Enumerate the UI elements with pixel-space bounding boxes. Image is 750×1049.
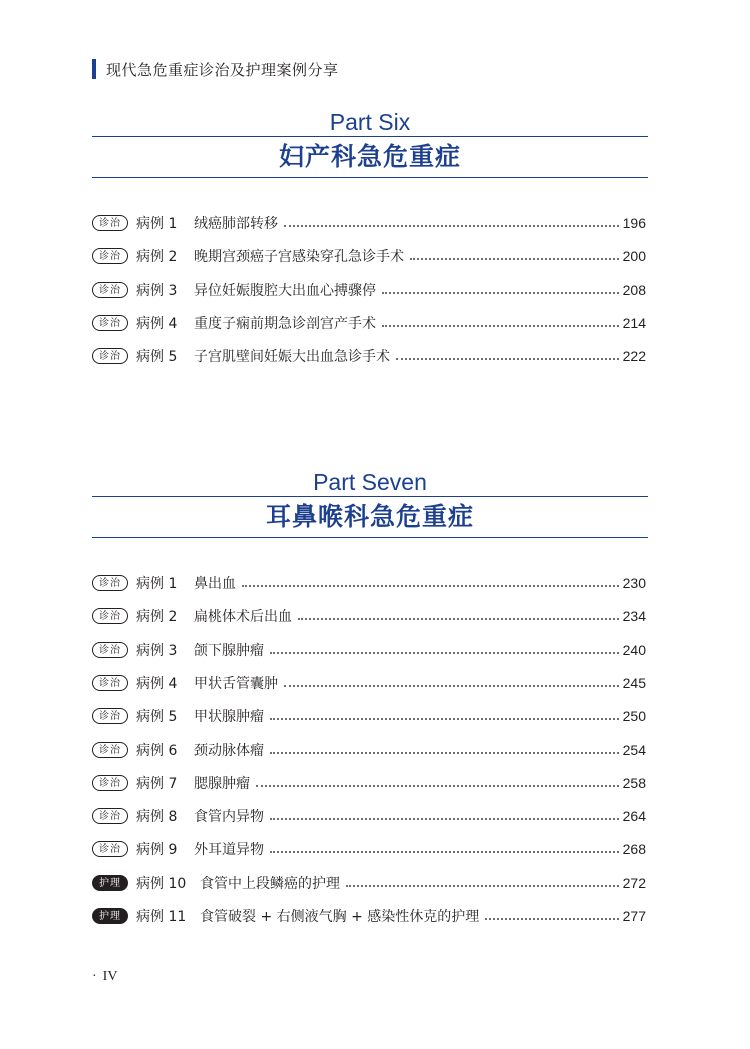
- dot-leader: [485, 918, 618, 920]
- page-number: 277: [622, 908, 646, 924]
- page-number: 234: [622, 608, 646, 625]
- diagnosis-badge: 诊治: [92, 841, 128, 857]
- toc-entry[interactable]: [92, 345, 646, 367]
- page-number: 230: [622, 575, 646, 591]
- dot-leader: [270, 652, 619, 654]
- case-number: 病例 3: [136, 642, 178, 659]
- case-title: 颈动脉体瘤: [194, 742, 264, 759]
- dot-leader: [396, 358, 619, 360]
- header-accent-bar: [92, 59, 96, 79]
- toc-entry[interactable]: [92, 805, 646, 827]
- diagnosis-badge: 诊治: [92, 348, 128, 364]
- case-title: 异位妊娠腹腔大出血心搏骤停: [194, 282, 376, 299]
- running-header: [92, 58, 339, 80]
- toc-entry[interactable]: [92, 838, 646, 860]
- page-number: 258: [622, 774, 646, 791]
- toc-entry[interactable]: [92, 705, 646, 727]
- book-title: 现代急危重症诊治及护理案例分享: [106, 60, 339, 79]
- diagnosis-badge: 诊治: [92, 575, 128, 591]
- toc-entry[interactable]: [92, 672, 646, 694]
- dot-leader: [242, 585, 619, 587]
- nursing-badge: 护理: [92, 875, 128, 891]
- case-title: 扁桃体术后出血: [194, 609, 292, 626]
- case-number: 病例 11: [136, 909, 187, 925]
- dot-leader: [270, 718, 619, 720]
- case-number: 病例 6: [136, 742, 178, 759]
- page-footer: [92, 969, 117, 985]
- page-number: 254: [622, 741, 646, 758]
- part-cn-title: 耳鼻喉科急危重症: [265, 502, 474, 531]
- dot-leader: [382, 325, 619, 327]
- case-number: 病例 10: [136, 875, 187, 892]
- part-en-title: Part Six: [329, 109, 411, 135]
- case-number: 病例 5: [136, 709, 178, 726]
- part-en-title: Part Seven: [313, 469, 427, 495]
- diagnosis-badge: 诊治: [92, 808, 128, 824]
- divider: [92, 537, 648, 538]
- dot-leader: [270, 818, 619, 820]
- toc-entry[interactable]: [92, 212, 646, 234]
- divider: [92, 177, 648, 178]
- page-number: 214: [622, 314, 646, 331]
- toc-entry[interactable]: [92, 872, 646, 894]
- case-title: 腮腺肿瘤: [194, 775, 250, 792]
- toc-entry[interactable]: [92, 639, 646, 661]
- page-number: 268: [622, 841, 646, 858]
- diagnosis-badge: 诊治: [92, 642, 128, 658]
- toc-entry[interactable]: [92, 279, 646, 301]
- case-title: 颌下腺肿瘤: [194, 642, 264, 659]
- page-number: 222: [622, 348, 646, 365]
- case-number: 病例 1: [136, 576, 178, 592]
- case-title: 外耳道异物: [194, 842, 264, 859]
- case-title: 鼻出血: [194, 576, 236, 592]
- toc-entry[interactable]: [92, 772, 646, 794]
- dot-leader: [298, 618, 619, 620]
- diagnosis-badge: 诊治: [92, 315, 128, 331]
- case-number: 病例 4: [136, 675, 178, 692]
- case-title: 食管中上段鳞癌的护理: [200, 875, 340, 892]
- case-title: 子宫肌壁间妊娠大出血急诊手术: [194, 349, 390, 366]
- page-number: 250: [622, 708, 646, 725]
- case-title: 重度子痫前期急诊剖宫产手术: [194, 315, 376, 332]
- diagnosis-badge: 诊治: [92, 775, 128, 791]
- diagnosis-badge: 诊治: [92, 675, 128, 691]
- case-number: 病例 7: [136, 775, 178, 792]
- case-title: 晚期宫颈癌子宫感染穿孔急诊手术: [194, 249, 404, 266]
- toc-entry[interactable]: [92, 739, 646, 761]
- part-six-heading: [92, 108, 648, 178]
- part-cn-title: 妇产科急危重症: [278, 142, 461, 171]
- page-number: 272: [622, 874, 646, 891]
- case-number: 病例 3: [136, 282, 178, 299]
- diagnosis-badge: 诊治: [92, 708, 128, 724]
- case-number: 病例 4: [136, 315, 178, 332]
- toc-entry[interactable]: [92, 312, 646, 334]
- page-number: 208: [622, 281, 646, 298]
- toc-entry[interactable]: [92, 605, 646, 627]
- dot-leader: [256, 785, 619, 787]
- footer-dot: ·: [92, 969, 97, 984]
- case-number: 病例 5: [136, 349, 178, 366]
- case-number: 病例 2: [136, 249, 178, 266]
- case-title: 绒癌肺部转移: [194, 216, 278, 232]
- page-number: 240: [622, 641, 646, 658]
- case-title: 甲状舌管囊肿: [194, 675, 278, 692]
- toc-entry[interactable]: [92, 245, 646, 267]
- diagnosis-badge: 诊治: [92, 608, 128, 624]
- page-number: 196: [622, 215, 646, 231]
- page-number: 200: [622, 248, 646, 265]
- page-number: 245: [622, 674, 646, 691]
- dot-leader: [284, 225, 619, 227]
- case-title: 食管内异物: [194, 809, 264, 826]
- case-title: 甲状腺肿瘤: [194, 709, 264, 726]
- case-title: 食管破裂 + 右侧液气胸 + 感染性休克的护理: [200, 909, 480, 925]
- dot-leader: [410, 258, 619, 260]
- case-number: 病例 8: [136, 809, 178, 826]
- dot-leader: [382, 292, 619, 294]
- dot-leader: [346, 885, 619, 887]
- case-number: 病例 9: [136, 842, 178, 859]
- page-number: 264: [622, 808, 646, 825]
- diagnosis-badge: 诊治: [92, 742, 128, 758]
- diagnosis-badge: 诊治: [92, 248, 128, 264]
- toc-entry[interactable]: [92, 905, 646, 927]
- case-number: 病例 1: [136, 216, 178, 232]
- dot-leader: [270, 752, 619, 754]
- case-number: 病例 2: [136, 609, 178, 626]
- dot-leader: [270, 851, 619, 853]
- nursing-badge: 护理: [92, 908, 128, 924]
- toc-entry[interactable]: [92, 572, 646, 594]
- page-number: IV: [102, 969, 118, 984]
- diagnosis-badge: 诊治: [92, 215, 128, 231]
- diagnosis-badge: 诊治: [92, 282, 128, 298]
- part-seven-heading: [92, 468, 648, 538]
- dot-leader: [284, 685, 619, 687]
